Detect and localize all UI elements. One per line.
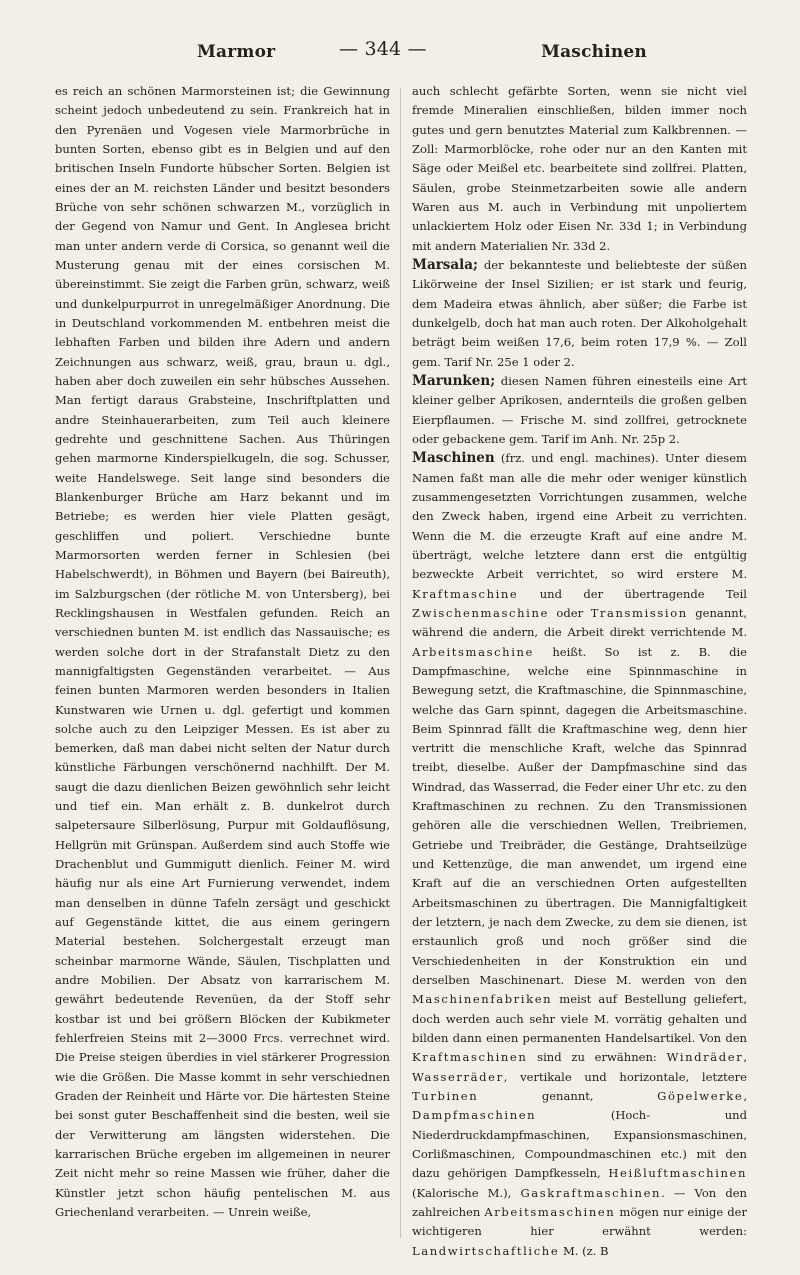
entry-text: genannt,	[478, 1089, 658, 1104]
spaced-term: Arbeitsmaschine	[412, 644, 534, 659]
spaced-term: Heißluftmaschinen	[608, 1166, 747, 1181]
headword-maschinen: Maschinen	[412, 450, 495, 467]
left-column	[55, 82, 390, 1222]
spaced-term: Kraftmaschinen	[412, 1050, 528, 1065]
spaced-term: Transmission	[590, 605, 688, 620]
spaced-term: Dampfmaschinen	[412, 1108, 537, 1123]
entry-text: sind zu erwähnen:	[527, 1050, 667, 1065]
entry-text: mögen nur einige der wichtigeren hier erwähnt werden:	[412, 1205, 747, 1239]
entry-text: M. (z. B	[559, 1243, 609, 1258]
entry-text: oder	[548, 605, 591, 620]
header-left-keyword: Marmor	[197, 42, 276, 62]
spaced-term: Wasserräder	[412, 1069, 504, 1084]
spaced-term: Kraftmaschine	[412, 586, 519, 601]
running-header	[55, 38, 750, 66]
entry-text: ,	[743, 1089, 747, 1104]
headword-marsala: Marsala;	[412, 256, 479, 273]
entry-text: ,	[743, 1050, 747, 1065]
headword-marunken: Marunken;	[412, 372, 496, 389]
entry-text: heißt. So ist z. B. die Dampfmaschine, welche eine Spinnmaschine in Bewegung setzt, die Kraftmaschine, die Spinnmaschine, welche das Garn spinnt, dagegen die Arbeitsmaschine. Beim Spinnrad fällt die Kraftmaschine weg, denn hier vertritt die menschliche Kraft, welche das Spinnrad treibt, dieselbe. Außer der Dampfmaschine sind das Windrad, das Wasserrad, die Feder einer Uhr etc. zu den Kraftmaschinen zu rechnen. Zu den Transmissionen gehören alle die verschiednen Wellen, Treibriemen, Getriebe und Treibräder, die Gestänge, Drahtseilzüge und Kettenzüge, die man anwendet, um irgend eine Kraft auf die an verschiednen Orten aufgestellten Arbeitsmaschinen zu übertragen. Die Mannigfaltigkeit der letztern, je nach dem Zwecke, zu dem sie dienen, ist erstaunlich groß und noch größer sind die Verschiedenheiten in der Konstruktion ein und derselben Maschinenart. Diese M. werden von den	[412, 644, 747, 988]
marmor-continuation-paragraph: es reich an schönen Marmorsteinen ist; die Gewinnung scheint jedoch unbedeutend zu sein. Frankreich hat in den Pyrenäen und Vogesen viele Marmorbrüche in bunten Sorten, ebenso gibt es in Belgien und auf den britischen Inseln Fundorte hübscher Sorten. Belgien ist eines der an M. reichsten Länder und besitzt besonders Brüche von sehr schönen schwarzen M., vorzüglich in der Gegend von Namur und Gent. In Anglesea bricht man unter andern verde di Corsica, so genannt weil die Musterung genau mit der eines corsischen M. übereinstimmt. Sie zeigt die Farben grün, schwarz, weiß und dunkelpurpurrot in unregelmäßiger Anordnung. Die in Deutschland vorkommenden M. entbehren meist die lebhaften Farben und bilden ihre Adern und andern Zeichnungen aus schwarz, weiß, grau, braun u. dgl., haben aber doch zuweilen ein sehr hübsches Aussehen. Man fertigt daraus Grabsteine, Inschriftplatten und andre Steinhauerarbeiten, zum Teil auch kleinere gedrehte und geschnittene Sachen. Aus Thüringen gehen marmorne Kinderspielkugeln, die sog. Schusser, weite Handelswege. Seit lange sind besonders die Blankenburger Brüche am Harz bekannt und im Betriebe; es werden hier viele Platten gesägt, geschliffen und poliert. Verschiedne bunte Marmorsorten werden ferner in Schlesien (bei Habelschwerdt), in Böhmen und Bayern (bei Baireuth), im Salzburgschen (der rötliche M. von Untersberg), bei Recklingshausen in Westfalen gefunden. Reich an verschiednen bunten M. ist endlich das Nassauische; es werden solche dort in der Strafanstalt Dietz zu den mannigfaltigsten Gegenständen verarbeitet. — Aus feinen bunten Marmoren werden besonders in Italien Kunstwaren wie Urnen u. dgl. gefertigt und kommen solche auch zu den Leipziger Messen. Es ist aber zu bemerken, daß man dabei nicht selten der Natur durch künstliche Färbungen verschönernd nachhilft. Der M. saugt die dazu dienlichen Beizen gewöhnlich sehr leicht und tief ein. Man erhält z. B. dunkelrot durch salpetersaure Silberlösung, Purpur mit Goldauflösung, Hellgrün mit Grünspan. Außerdem sind auch Stoffe wie Drachenblut und Gummigutt dienlich. Feiner M. wird häufig nur als eine Art Furnierung verwendet, indem man denselben in dünne Tafeln zersägt und geschickt auf Gegenstände kittet, die aus einem geringern Material bestehen. Solchergestalt erzeugt man scheinbar marmorne Wände, Säulen, Tischplatten und andre Mobilien. Der Absatz von karrarischem M. gewährt bedeutende Revenüen, da der Stoff sehr kostbar ist und bei größern Blöcken der Kubikmeter fehlerfreien Steins mit 2—3000 Frcs. verrechnet wird. Die Preise steigen überdies in viel stärkerer Progression wie die Größen. Die Masse kommt in sehr verschiednen Graden der Reinheit und Härte vor. Die härtesten Steine bei sonst guter Beschaffenheit sind die besten, weil sie der Verwitterung am längsten widerstehen. Die karrarischen Brüche ergeben im allgemeinen in neurer Zeit nicht mehr so reine Massen wie früher, daher die Künstler jetzt schon häufig pentelischen M. aus Griechenland verarbeiten. — Unrein weiße,	[55, 84, 390, 1220]
entry-text: (Hoch- und Niederdruckdampfmaschinen, Expansionsmaschinen, Corlißmaschinen, Compoundmaschinen etc.) mit den dazu gehörigen Dampfkesseln,	[412, 1108, 747, 1181]
spaced-term: Landwirtschaftliche	[412, 1243, 560, 1258]
entry-maschinen	[412, 449, 747, 1261]
right-column	[412, 82, 747, 1261]
entry-marsala-text: der bekannteste und beliebteste der süßen Likörweine der Insel Sizilien; er ist stark und feurig, dem Madeira etwas ähnlich, aber süßer; die Farbe ist dunkelgelb, doch hat man auch roten. Der Alkoholgehalt beträgt beim weißen 17,6, beim roten 17,9 %. — Zoll gem. Tarif Nr. 25e 1 oder 2.	[412, 257, 747, 369]
spaced-term: Zwischenmaschine	[412, 605, 549, 620]
entry-text: und der übertragende Teil	[518, 586, 747, 601]
entry-marunken-text: diesen Namen führen einesteils eine Art kleiner gelber Aprikosen, andernteils die großen gelben Eierpflaumen. — Frische M. sind zollfrei, getrocknete oder gebackene gem. Tarif im Anh. Nr. 25p 2.	[412, 373, 747, 446]
spaced-term: Gaskraftmaschinen	[520, 1185, 662, 1200]
entry-text: , vertikale und horizontale, letztere	[503, 1069, 747, 1084]
header-right-keyword: Maschinen	[541, 42, 647, 62]
spaced-term: Turbinen	[412, 1089, 479, 1104]
entry-text: . — Von den zahlreichen	[412, 1185, 747, 1220]
page-number: — 344 —	[339, 38, 427, 60]
entry-marsala	[412, 256, 747, 372]
entry-text: (frz. und engl. machines). Unter diesem Namen faßt man alle die mehr oder weniger künstlich zusammengesetzten Vorrichtungen zusammen, welche den Zweck haben, irgend eine Arbeit zu verrichten. Wenn die M. die erzeugte Kraft auf eine andre M. überträgt, welche letztere dann erst die entgültig bezweckte Arbeit verrichtet, so wird erstere M.	[412, 451, 747, 582]
spaced-term: Windräder	[666, 1050, 744, 1065]
column-divider	[400, 88, 401, 1238]
spaced-term: Maschinenfabriken	[412, 992, 553, 1007]
spaced-term: Göpelwerke	[657, 1089, 744, 1104]
entry-text: genannt, während die andern, die Arbeit direkt verrichtende M.	[412, 605, 747, 640]
entry-text: meist auf Bestellung geliefert, doch werden auch sehr viele M. vorrätig gehalten und bilden dann einen permanenten Handelsartikel. Von den	[412, 992, 747, 1046]
marmor-end-paragraph: auch schlecht gefärbte Sorten, wenn sie nicht viel fremde Mineralien einschließen, bilden immer noch gutes und gern benutztes Material zum Kalkbrennen. — Zoll: Marmorblöcke, rohe oder nur an den Kanten mit Säge oder Meißel etc. bearbeitete sind zollfrei. Platten, Säulen, grobe Steinmetzarbeiten sowie alle andern Waren aus M. auch in Verbindung mit unpoliertem unlackiertem Holz oder Eisen Nr. 33d 1; in Verbindung mit andern Materialien Nr. 33d 2.	[412, 84, 747, 253]
entry-marunken	[412, 372, 747, 449]
spaced-term: Arbeitsmaschinen	[484, 1205, 616, 1220]
entry-text: (Kalorische M.),	[412, 1185, 521, 1200]
